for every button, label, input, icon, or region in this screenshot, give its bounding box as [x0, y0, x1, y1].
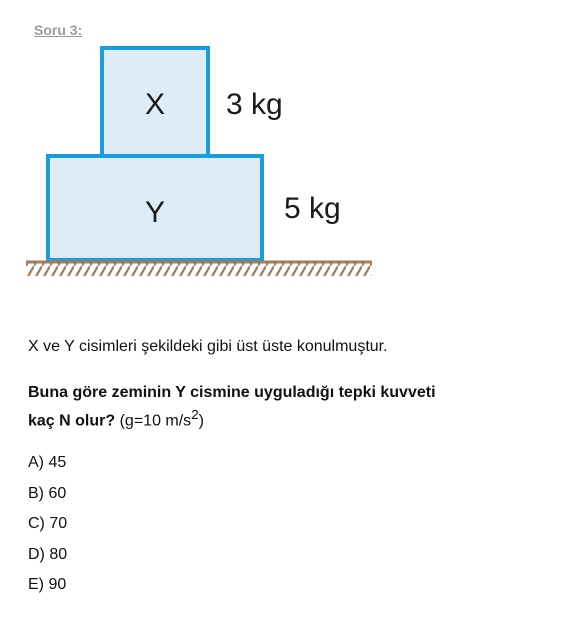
- choice-e-label: E): [28, 576, 44, 593]
- answer-choices: [28, 448, 67, 601]
- question-statement: X ve Y cisimleri şekildeki gibi üst üste konulmuştur.: [28, 338, 388, 355]
- choice-e-value: 90: [48, 576, 67, 593]
- prompt-line-2: kaç N olur?: [28, 412, 116, 430]
- prompt-close: ): [198, 412, 204, 430]
- choice-b[interactable]: [28, 479, 67, 510]
- physics-figure: [26, 42, 386, 292]
- prompt-exponent: 2: [191, 407, 199, 422]
- box-x-mass: 3 kg: [226, 88, 283, 121]
- choice-c-label: C): [28, 515, 45, 532]
- ground-hatching: [26, 263, 372, 276]
- choice-d[interactable]: [28, 540, 67, 571]
- choice-c-value: 70: [49, 515, 68, 532]
- prompt-given: (g=10 m/s: [119, 412, 192, 430]
- box-x-label: X: [144, 88, 166, 121]
- choice-e[interactable]: [28, 570, 67, 601]
- choice-a-value: 45: [48, 454, 67, 471]
- choice-c[interactable]: [28, 509, 67, 540]
- prompt-line-1: Buna göre zeminin Y cismine uyguladığı tepki kuvveti: [28, 384, 436, 401]
- box-y-mass: 5 kg: [284, 192, 341, 225]
- choice-b-label: B): [28, 484, 44, 502]
- choice-b-value: 60: [48, 484, 67, 502]
- choice-d-label: D): [28, 545, 45, 563]
- box-y-label: Y: [144, 196, 166, 229]
- question-prompt: [28, 382, 548, 432]
- choice-d-value: 80: [49, 545, 68, 563]
- choice-a-label: A): [28, 454, 44, 471]
- choice-a[interactable]: [28, 448, 67, 479]
- question-label: Soru 3:: [34, 22, 83, 38]
